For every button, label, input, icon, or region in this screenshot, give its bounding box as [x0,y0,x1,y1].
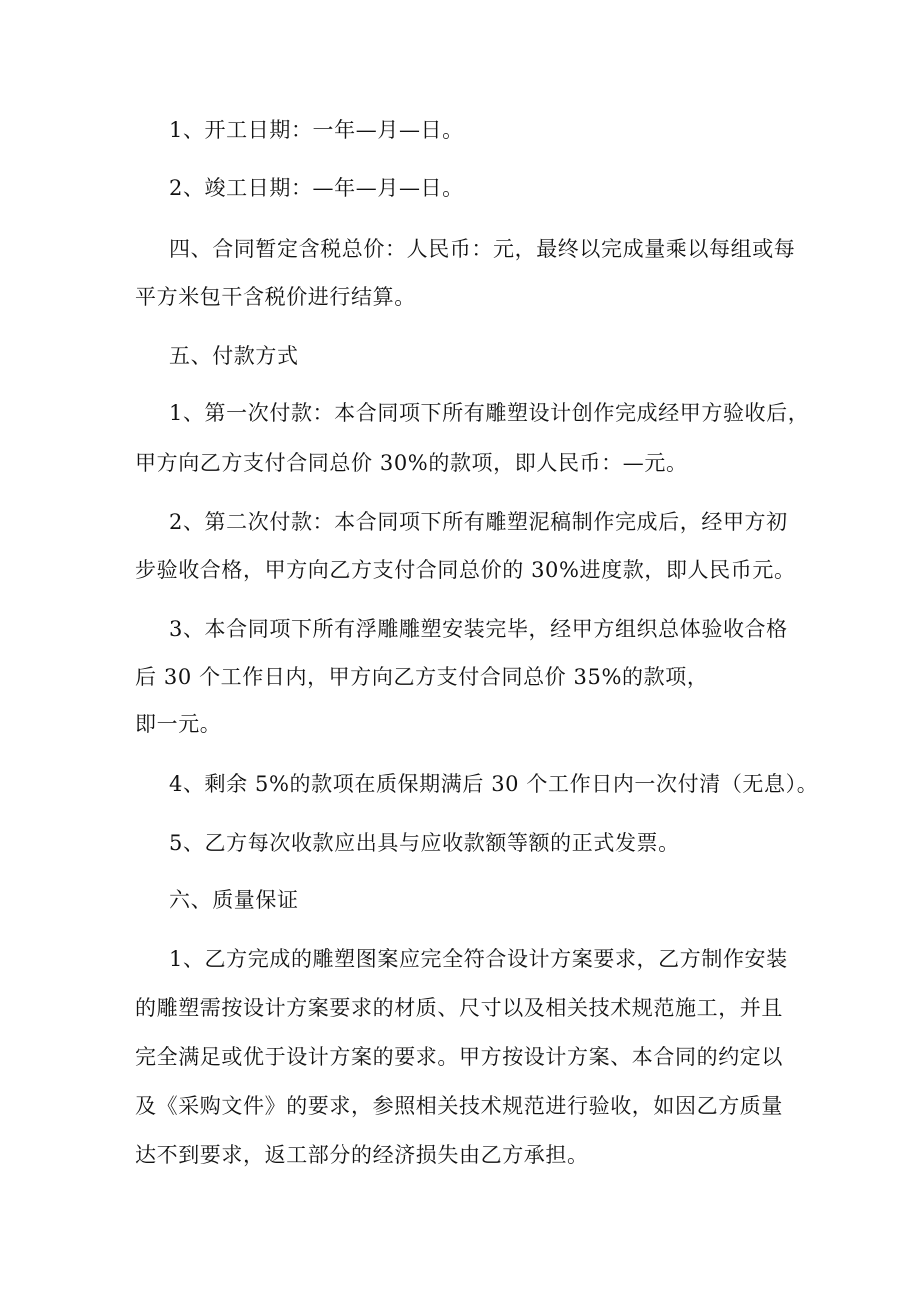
payment-item-5-line: 5、乙方每次收款应出具与应收款额等额的正式发票。 [169,831,680,855]
quality-item-1-line-4: 及《采购文件》的要求，参照相关技术规范进行验收，如因乙方质量 [135,1094,783,1118]
quality-item-1-line-2: 的雕塑需按设计方案要求的材质、尺寸以及相关技术规范施工，并且 [135,996,783,1020]
start-date-line: 1、开工日期：一年—月—日。 [169,118,464,142]
completion-date-line: 2、竣工日期：—年—月—日。 [169,176,464,200]
payment-item-4-line: 4、剩余 5%的款项在质保期满后 30 个工作日内一次付清（无息）。 [169,772,819,796]
payment-item-3-line-1: 3、本合同项下所有浮雕雕塑安装完毕，经甲方组织总体验收合格 [169,617,788,641]
payment-item-3-line-3: 即一元。 [135,712,222,736]
quality-item-1-line-5: 达不到要求，返工部分的经济损失由乙方承担。 [135,1143,589,1167]
payment-method-heading: 五、付款方式 [169,344,299,368]
contract-price-line-1: 四、合同暂定含税总价：人民币：元，最终以完成量乘以每组或每 [169,237,796,261]
payment-item-1-line-2: 甲方向乙方支付合同总价 30%的款项，即人民币：—元。 [135,451,688,475]
payment-item-2-line-1: 2、第二次付款：本合同项下所有雕塑泥稿制作完成后，经甲方初 [169,510,788,534]
quality-item-1-line-3: 完全满足或优于设计方案的要求。甲方按设计方案、本合同的约定以 [135,1045,783,1069]
quality-item-1-line-1: 1、乙方完成的雕塑图案应完全符合设计方案要求，乙方制作安装 [169,947,788,971]
payment-item-3-line-2: 后 30 个工作日内，甲方向乙方支付合同总价 35%的款项， [135,665,709,689]
quality-guarantee-heading: 六、质量保证 [169,888,299,912]
payment-item-1-line-1: 1、第一次付款：本合同项下所有雕塑设计创作完成经甲方验收后， [169,401,810,425]
contract-price-line-2: 平方米包干含税价进行结算。 [135,285,416,309]
payment-item-2-line-2: 步验收合格，甲方向乙方支付合同总价的 30%进度款，即人民币元。 [135,558,796,582]
